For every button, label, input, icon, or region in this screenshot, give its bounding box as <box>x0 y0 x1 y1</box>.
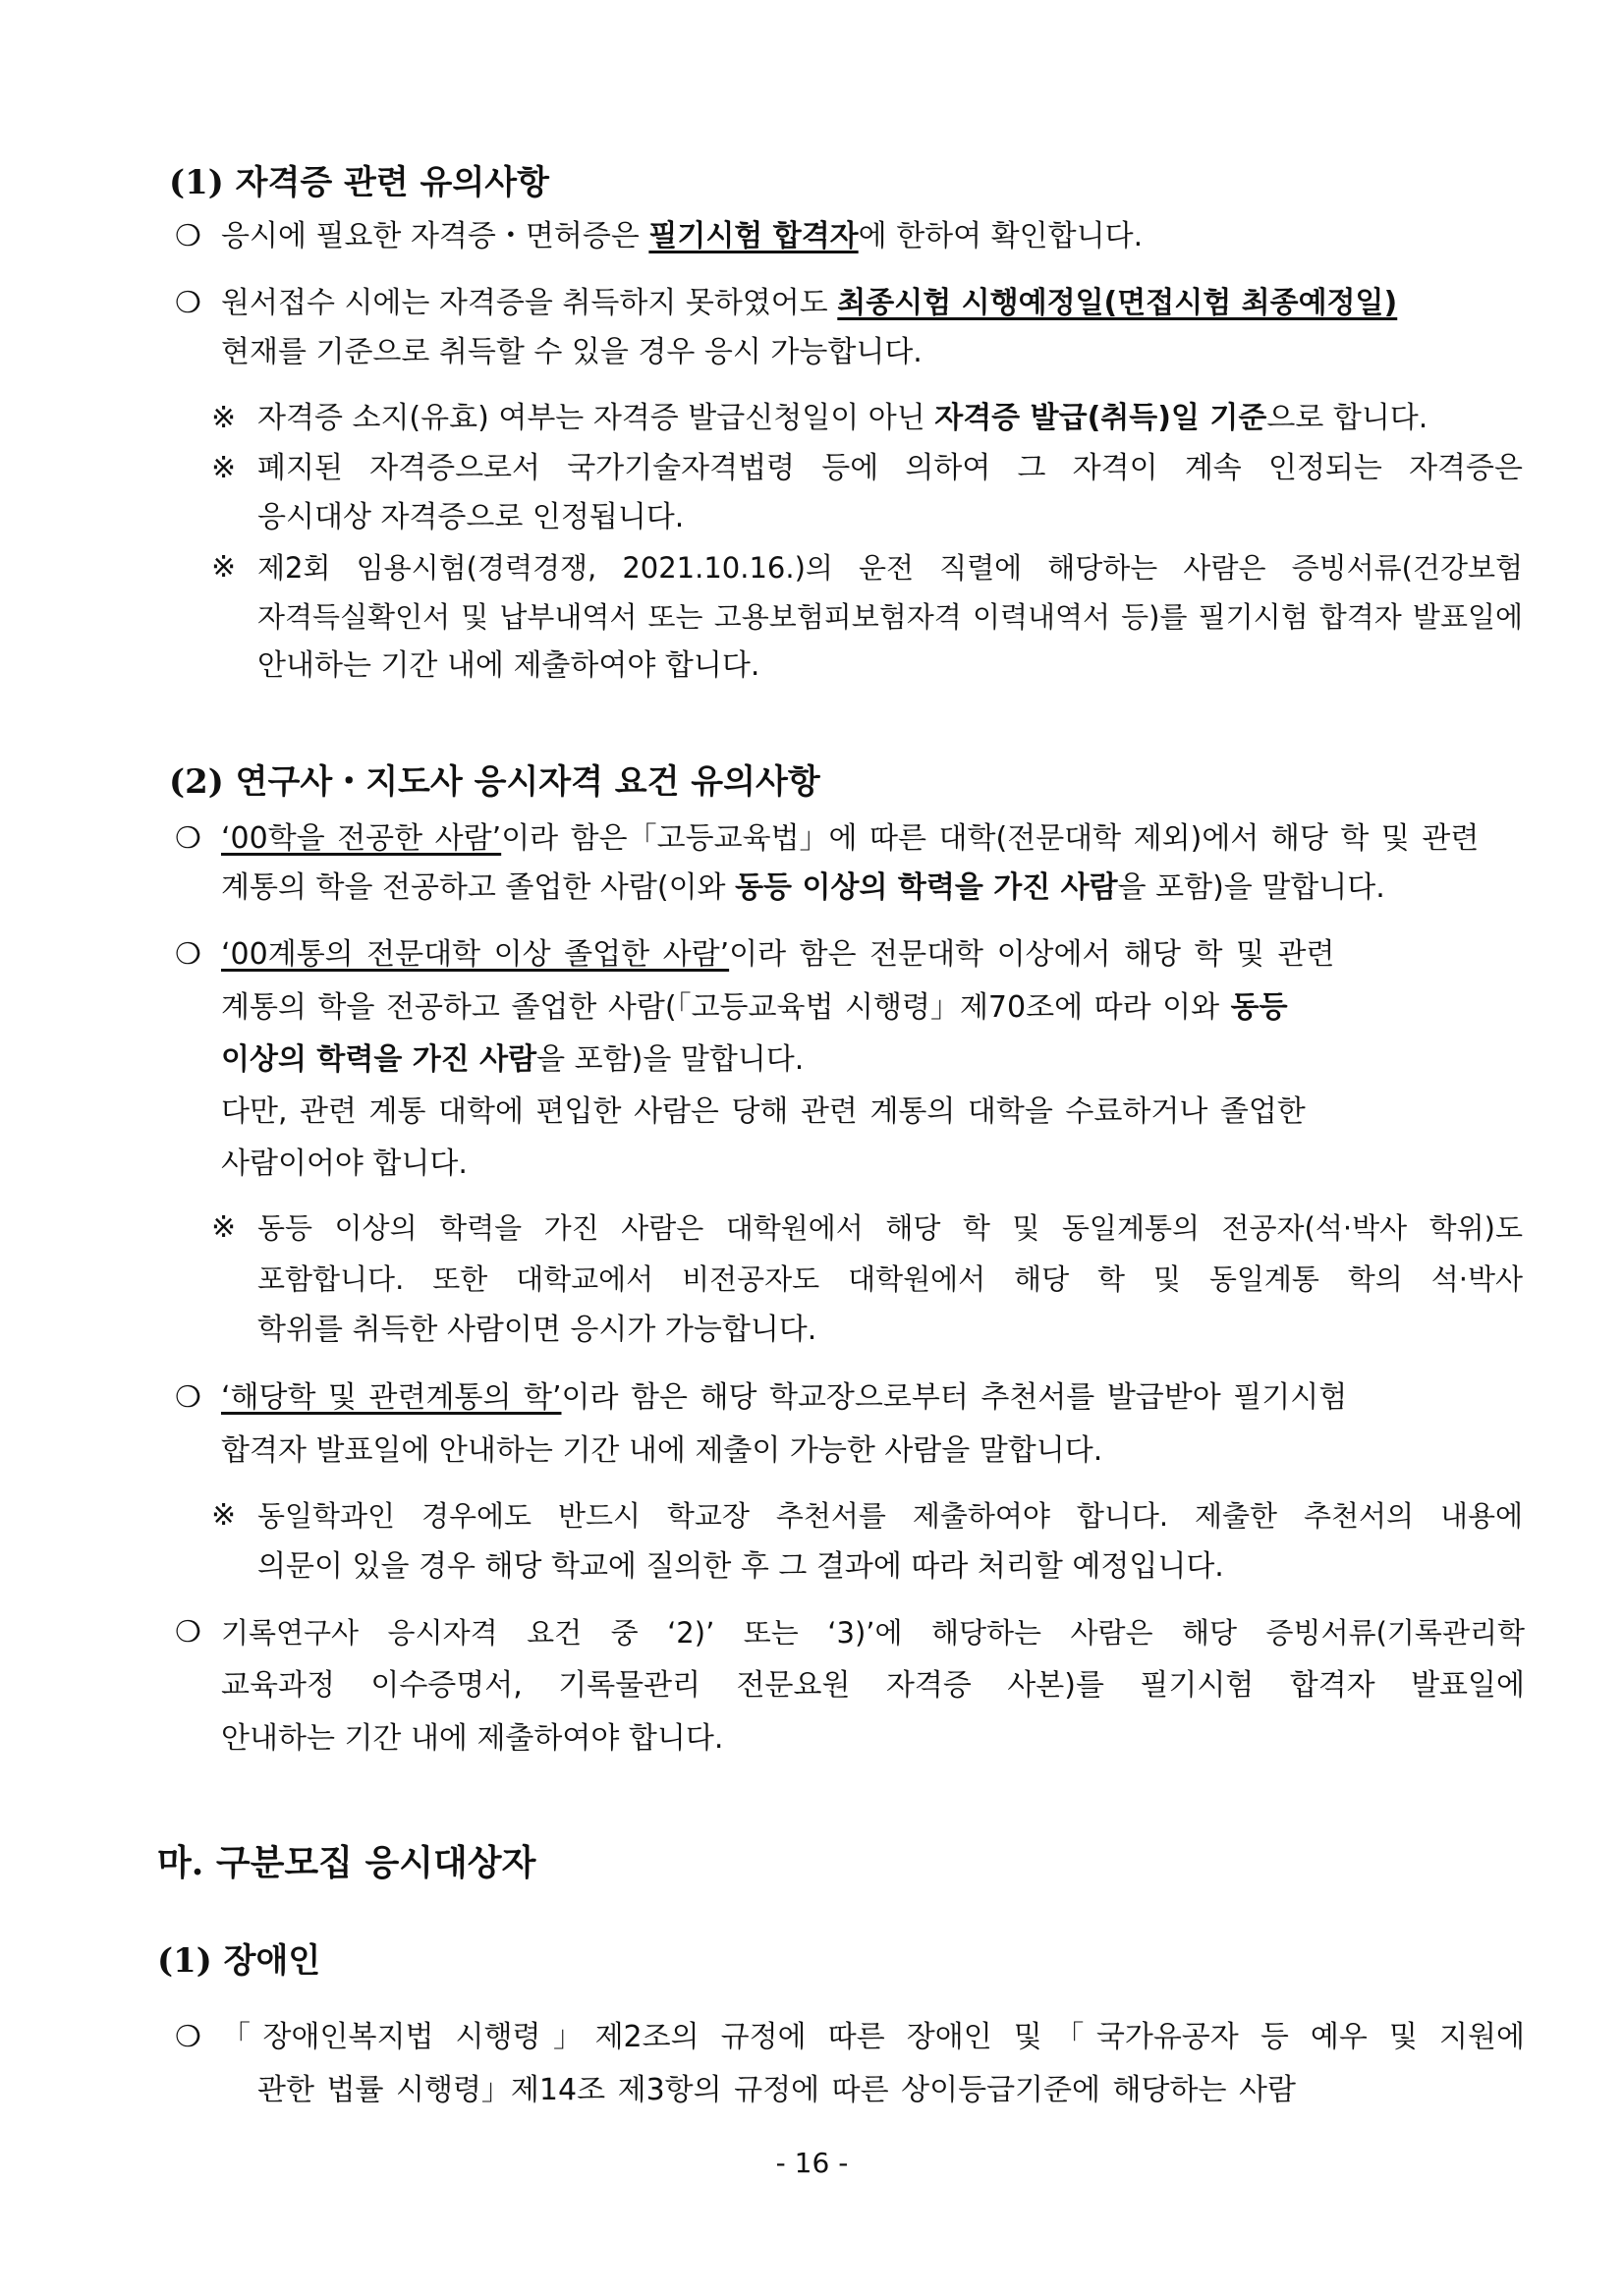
paragraph-disabled-definition-cont: 관한 법률 시행령」제14조 제3항의 규정에 따른 상이등급기준에 해당하는 사람 <box>257 2073 1296 2107</box>
paragraph-archivist-cont: 교육과정 이수증명서, 기록물관리 전문요원 자격증 사본)를 필기시험 합격자 발표일에 <box>221 1668 1525 1703</box>
bullet-icon: ❍ <box>175 1615 201 1650</box>
note-mark-icon: ※ <box>211 1210 237 1245</box>
note-equivalent-degree: 동등 이상의 학력을 가진 사람은 대학원에서 해당 학 및 동일계통의 전공자(석·박사 학위)도 <box>257 1211 1523 1245</box>
note-mark-icon: ※ <box>211 451 237 485</box>
paragraph-major-definition: ‘00학을 전공한 사람’이라 함은「고등교육법」에 따른 대학(전문대학 제외)에서 해당 학 및 관련 <box>221 821 1480 856</box>
paragraph-related-field-cont: 합격자 발표일에 안내하는 기간 내에 제출이 가능한 사람을 말합니다. <box>221 1433 1103 1468</box>
paragraph-transfer-note: 다만, 관련 계통 대학에 편입한 사람은 당해 관련 계통의 대학을 수료하거나 졸업한 <box>221 1094 1306 1129</box>
bullet-icon: ❍ <box>175 937 201 972</box>
note-mark-icon: ※ <box>211 401 237 435</box>
section-heading-researcher: (2) 연구사・지도사 응시자격 요건 유의사항 <box>169 762 820 802</box>
paragraph-license-check: 응시에 필요한 자격증・면허증은 필기시험 합격자에 한하여 확인합니다. <box>221 219 1144 253</box>
note-abolished-license-cont: 응시대상 자격증으로 인정됩니다. <box>257 500 685 534</box>
paragraph-college-definition-cont: 계통의 학을 전공하고 졸업한 사람(「고등교육법 시행령」제70조에 따라 이와 동등 <box>221 990 1288 1025</box>
paragraph-major-definition-cont: 계통의 학을 전공하고 졸업한 사람(이와 동등 이상의 학력을 가진 사람을 포함)을 말합니다. <box>221 870 1385 905</box>
note-driver-docs-cont2: 안내하는 기간 내에 제출하여야 합니다. <box>257 648 760 683</box>
note-mark-icon: ※ <box>211 550 237 585</box>
paragraph-disabled-definition: 「장애인복지법 시행령」제2조의 규정에 따른 장애인 및「국가유공자 등 예우 및 지원에 <box>221 2020 1525 2054</box>
page-number: - 16 - <box>775 2147 849 2179</box>
paragraph-archivist-cont2: 안내하는 기간 내에 제출하여야 합니다. <box>221 1721 724 1756</box>
note-driver-docs-cont: 자격득실확인서 및 납부내역서 또는 고용보험피보험자격 이력내역서 등)를 필기시험 합격자 발표일에 <box>257 600 1523 634</box>
note-principal-recommendation: 동일학과인 경우에도 반드시 학교장 추천서를 제출하여야 합니다. 제출한 추천서의 내용에 <box>257 1499 1523 1533</box>
bullet-icon: ❍ <box>175 821 201 856</box>
note-principal-recommendation-cont: 의문이 있을 경우 해당 학교에 질의한 후 그 결과에 따라 처리할 예정입니다. <box>257 1549 1224 1584</box>
paragraph-college-definition-cont2: 이상의 학력을 가진 사람을 포함)을 말합니다. <box>221 1042 805 1077</box>
paragraph-related-field: ‘해당학 및 관련계통의 학’이라 함은 해당 학교장으로부터 추천서를 발급받아 필기시험 <box>221 1380 1348 1415</box>
bullet-icon: ❍ <box>175 2020 201 2054</box>
note-mark-icon: ※ <box>211 1498 237 1533</box>
note-equivalent-degree-cont: 포함합니다. 또한 대학교에서 비전공자도 대학원에서 해당 학 및 동일계통 학의 석·박사 <box>257 1262 1523 1296</box>
note-equivalent-degree-cont2: 학위를 취득한 사람이면 응시가 가능합니다. <box>257 1313 817 1347</box>
bullet-icon: ❍ <box>175 1380 201 1415</box>
note-abolished-license: 폐지된 자격증으로서 국가기술자격법령 등에 의하여 그 자격이 계속 인정되는 자격증은 <box>257 451 1523 485</box>
note-issuance-date: 자격증 소지(유효) 여부는 자격증 발급신청일이 아닌 자격증 발급(취득)일 기준으로 합니다. <box>257 401 1428 435</box>
subsection-heading-disabled: (1) 장애인 <box>157 1941 321 1981</box>
paragraph-archivist: 기록연구사 응시자격 요건 중 ‘2)’ 또는 ‘3)’에 해당하는 사람은 해당 증빙서류(기록관리학 <box>221 1616 1525 1650</box>
note-driver-docs: 제2회 임용시험(경력경쟁, 2021.10.16.)의 운전 직렬에 해당하는 사람은 증빙서류(건강보험 <box>257 551 1523 585</box>
paragraph-acquisition-deadline: 원서접수 시에는 자격증을 취득하지 못하였어도 최종시험 시행예정일(면접시험 최종예정일) <box>221 286 1398 320</box>
section-heading-qualification: (1) 자격증 관련 유의사항 <box>169 163 549 202</box>
bullet-icon: ❍ <box>175 286 201 320</box>
paragraph-transfer-note-cont: 사람이어야 합니다. <box>221 1147 468 1181</box>
paragraph-college-definition: ‘00계통의 전문대학 이상 졸업한 사람’이라 함은 전문대학 이상에서 해당 학 및 관련 <box>221 937 1335 972</box>
section-heading-special-recruitment: 마. 구분모집 응시대상자 <box>157 1842 536 1883</box>
bullet-icon: ❍ <box>175 219 201 253</box>
paragraph-acquisition-deadline-cont: 현재를 기준으로 취득할 수 있을 경우 응시 가능합니다. <box>221 335 923 369</box>
